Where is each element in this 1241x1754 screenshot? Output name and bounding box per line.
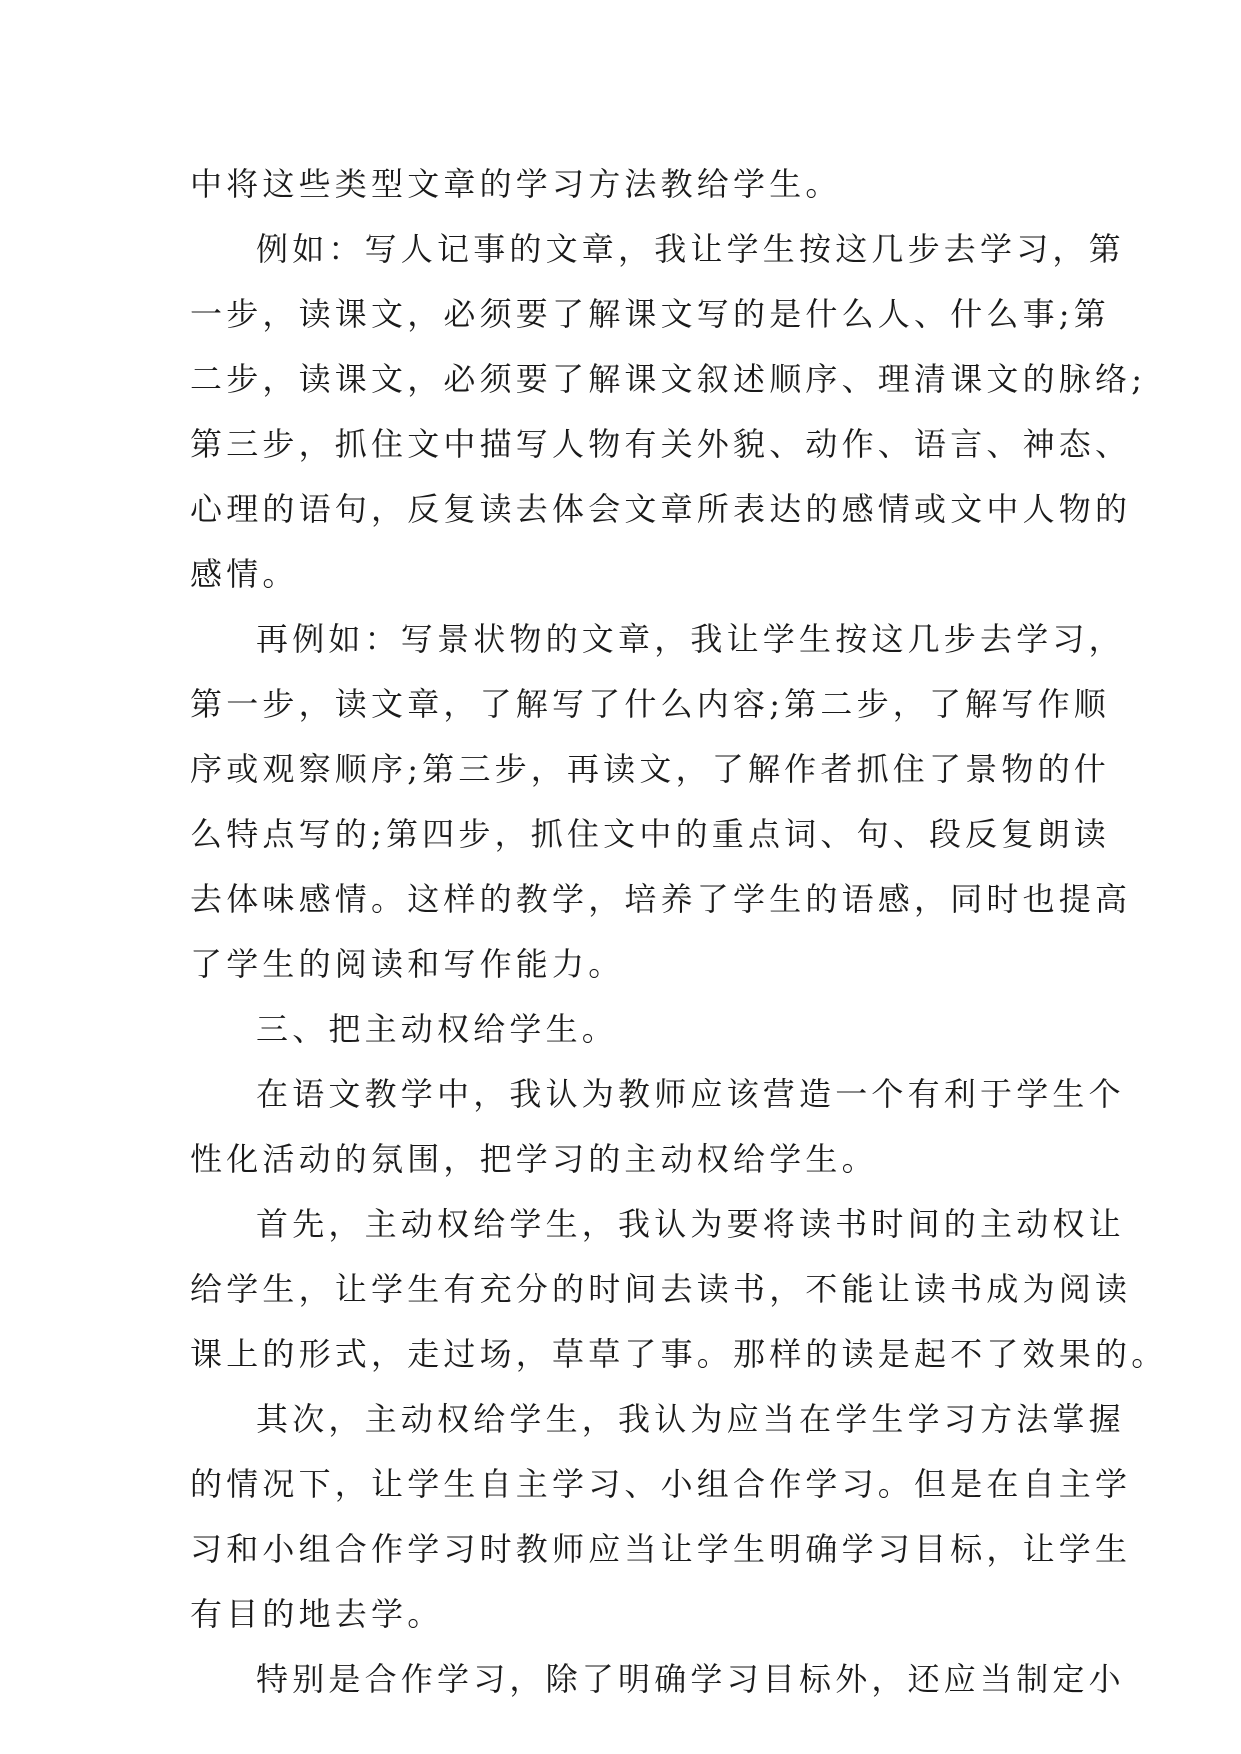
paragraph-first-line: 首先，主动权给学生，我认为要将读书时间的主动权让 <box>256 1205 1125 1243</box>
text-line: 心理的语句，反复读去体会文章所表达的感情或文中人物的 <box>190 490 1132 528</box>
paragraph-first-line: 在语文教学中，我认为教师应该营造一个有利于学生个 <box>256 1075 1125 1113</box>
paragraph-first-line: 例如：写人记事的文章，我让学生按这几步去学习，第 <box>256 230 1125 268</box>
text-line: 一步，读课文，必须要了解课文写的是什么人、什么事;第 <box>190 295 1110 333</box>
text-line: 性化活动的氛围，把学习的主动权给学生。 <box>190 1140 878 1178</box>
text-line: 么特点写的;第四步，抓住文中的重点词、句、段反复朗读 <box>190 815 1110 853</box>
text-line: 习和小组合作学习时教师应当让学生明确学习目标，让学生 <box>190 1530 1132 1568</box>
paragraph-first-line: 特别是合作学习，除了明确学习目标外，还应当制定小 <box>256 1660 1125 1698</box>
paragraph-first-line: 其次，主动权给学生，我认为应当在学生学习方法掌握 <box>256 1400 1125 1438</box>
section-heading: 三、把主动权给学生。 <box>256 1010 619 1048</box>
text-line: 了学生的阅读和写作能力。 <box>190 945 625 983</box>
text-line: 的情况下，让学生自主学习、小组合作学习。但是在自主学 <box>190 1465 1132 1503</box>
text-line: 序或观察顺序;第三步，再读文，了解作者抓住了景物的什 <box>190 750 1110 788</box>
text-line: 感情。 <box>190 555 299 593</box>
text-line: 中将这些类型文章的学习方法教给学生。 <box>190 165 842 203</box>
text-line: 第一步，读文章，了解写了什么内容;第二步，了解写作顺 <box>190 685 1110 723</box>
text-line: 有目的地去学。 <box>190 1595 444 1633</box>
document-body <box>190 152 1168 1712</box>
text-line: 课上的形式，走过场，草草了事。那样的读是起不了效果的。 <box>190 1335 1168 1373</box>
paragraph-first-line: 再例如：写景状物的文章，我让学生按这几步去学习， <box>256 620 1125 658</box>
text-line: 去体味感情。这样的教学，培养了学生的语感，同时也提高 <box>190 880 1132 918</box>
text-line: 给学生，让学生有充分的时间去读书，不能让读书成为阅读 <box>190 1270 1132 1308</box>
text-line: 二步，读课文，必须要了解课文叙述顺序、理清课文的脉络; <box>190 360 1147 398</box>
text-line: 第三步，抓住文中描写人物有关外貌、动作、语言、神态、 <box>190 425 1132 463</box>
